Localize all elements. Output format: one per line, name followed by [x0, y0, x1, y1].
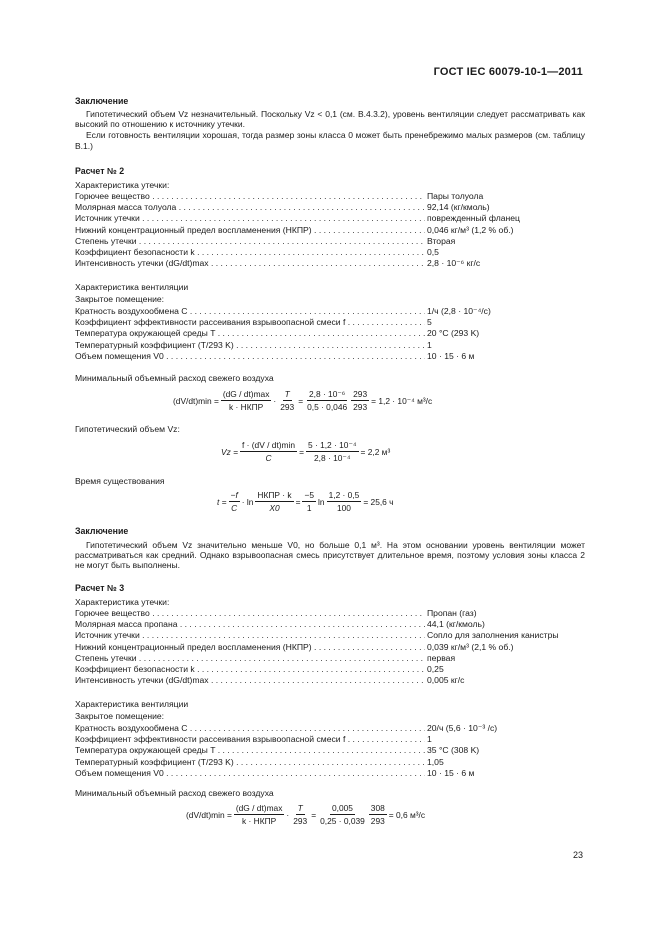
table-row: Объем помещения V0 . . . 10 · 15 · 6 м — [75, 351, 585, 362]
table-row: Степень утечки . . . первая — [75, 653, 585, 664]
conclusion-2-text — [75, 540, 585, 572]
calc-3-room-heading: Закрытое помещение: — [75, 711, 165, 721]
calc-2-leak-heading: Характеристика утечки: — [75, 180, 170, 190]
table-row: Нижний концентрационный предел воспламенения (НКПР) . . . 0,046 кг/м³ (1,2 % об.) — [75, 225, 585, 236]
table-row: Коэффициент безопасности k . . . 0,25 — [75, 664, 585, 675]
calc-2-title: Расчет № 2 — [75, 166, 125, 176]
calc-2-formula-min-flow: (dV/dt)min = $\frac{(dG / dt)\max}{\text{k · НКПР}}$ · $\frac{T}{293}$ = $\frac{\text{2,8 · 10⁻⁶}}{0,5 \cdot 0,046}$ $\frac{293}{293}$ = 1,2 · 10⁻⁴ м³/с — [173, 389, 433, 413]
conclusion-1-text — [75, 109, 585, 152]
calc-3-leak-table — [75, 608, 585, 686]
table-row: Коэффициент безопасности k . . . 0,5 — [75, 247, 585, 258]
table-row: Источник утечки . . . Сопло для заполнения канистры — [75, 630, 585, 641]
table-row: Коэффициент эффективности рассеивания взрывоопасной смеси f . . . 5 — [75, 317, 585, 328]
calc-3-min-flow-label: Минимальный объемный расход свежего воздуха — [75, 788, 274, 798]
calc-2-min-flow-label: Минимальный объемный расход свежего воздуха — [75, 373, 274, 383]
conclusion-2-p1: Гипотетический объем Vz значительно меньше V0, но больше 0,1 м³. На этом основании уровень вентиляции может рассматриваться как средний. Однако взрывоопасная смесь присутствует длительное время, поэтому условия зоны класса 2 не могут быть выполнены. — [75, 540, 585, 571]
table-row: Горючее вещество . . . Пары толуола — [75, 191, 585, 202]
calc-2-vent-table — [75, 306, 585, 362]
conclusion-1-p2: Если готовность вентиляции хорошая, тогда размер зоны класса 0 может быть пренебрежимо малых размеров (см. таблицу В.1.) — [75, 130, 585, 151]
calc-2-vent-heading: Характеристика вентиляции — [75, 282, 189, 292]
table-row: Температура окружающей среды T . . . 20 °C (293 K) — [75, 328, 585, 339]
table-row: Источник утечки . . . поврежденный фланец — [75, 213, 585, 224]
calc-2-leak-table — [75, 191, 585, 269]
table-row: Степень утечки . . . Вторая — [75, 236, 585, 247]
document-header: ГОСТ IEC 60079-10-1—2011 — [433, 66, 583, 78]
table-row: Объем помещения V0 . . . 10 · 15 · 6 м — [75, 768, 585, 779]
table-row: Коэффициент эффективности рассеивания взрывоопасной смеси f . . . 1 — [75, 734, 585, 745]
table-row: Молярная масса пропана . . . 44,1 (кг/кмоль) — [75, 619, 585, 630]
conclusion-2-title: Заключение — [75, 526, 129, 536]
calc-3-title: Расчет № 3 — [75, 583, 125, 593]
table-row: Интенсивность утечки (dG/dt)max . . . 0,005 кг/с — [75, 675, 585, 686]
table-row: Нижний концентрационный предел воспламенения (НКПР) . . . 0,039 кг/м³ (2,1 % об.) — [75, 642, 585, 653]
table-row: Кратность воздухообмена C . . . 1/ч (2,8 · 10⁻⁴/с) — [75, 306, 585, 317]
calc-3-formula-min-flow: (dV/dt)min = $\frac{(dG / dt)\max}{\text{k · НКПР}}$ · $\frac{T}{293}$ = $\frac{0,005}{0,25 \cdot 0,039}$ $\frac{308}{293}$ = 0,6 м³/с — [186, 803, 426, 827]
table-row: Горючее вещество . . . Пропан (газ) — [75, 608, 585, 619]
calc-2-formula-hyp-volume: Vz = $\frac{f \cdot (dV / dt)\min}{C}$ = $\frac{\text{5 · 1,2 · 10⁻⁴}}{\text{2,8 · 10⁻⁴}}$ = 2,2 м³ — [221, 440, 391, 464]
conclusion-1-title: Заключение — [75, 96, 129, 106]
conclusion-1-p1: Гипотетический объем Vz незначительный. Поскольку Vz < 0,1 (см. В.4.3.2), уровень вентиляции следует рассматривать как высокий по отношению к источнику утечки. — [75, 109, 585, 130]
table-row: Температурный коэффициент (T/293 K) . . . 1,05 — [75, 757, 585, 768]
calc-2-hyp-label: Гипотетический объем Vz: — [75, 424, 180, 434]
table-row: Температурный коэффициент (T/293 K) . . . 1 — [75, 340, 585, 351]
table-row: Температура окружающей среды T . . . 35 °C (308 K) — [75, 745, 585, 756]
page-number: 23 — [572, 850, 583, 860]
table-row: Интенсивность утечки (dG/dt)max . . . 2,8 · 10⁻⁶ кг/с — [75, 258, 585, 269]
table-row: Молярная масса толуола . . . 92,14 (кг/кмоль) — [75, 202, 585, 213]
calc-3-vent-heading: Характеристика вентиляции — [75, 699, 189, 709]
table-row: Кратность воздухообмена C . . . 20/ч (5,6 · 10⁻³ /с) — [75, 723, 585, 734]
calc-3-leak-heading: Характеристика утечки: — [75, 597, 170, 607]
calc-2-room-heading: Закрытое помещение: — [75, 294, 165, 304]
calc-3-vent-table — [75, 723, 585, 779]
calc-2-formula-time: t = $\frac{-f}{C}$ · ln $\frac{\text{НКПР · k}}{X0}$ = $\frac{-5}{1}$ ln $\frac{1,2 \cdot 0,5}{100}$ = 25,6 ч — [217, 490, 394, 514]
calc-2-time-label: Время существования — [75, 476, 165, 486]
